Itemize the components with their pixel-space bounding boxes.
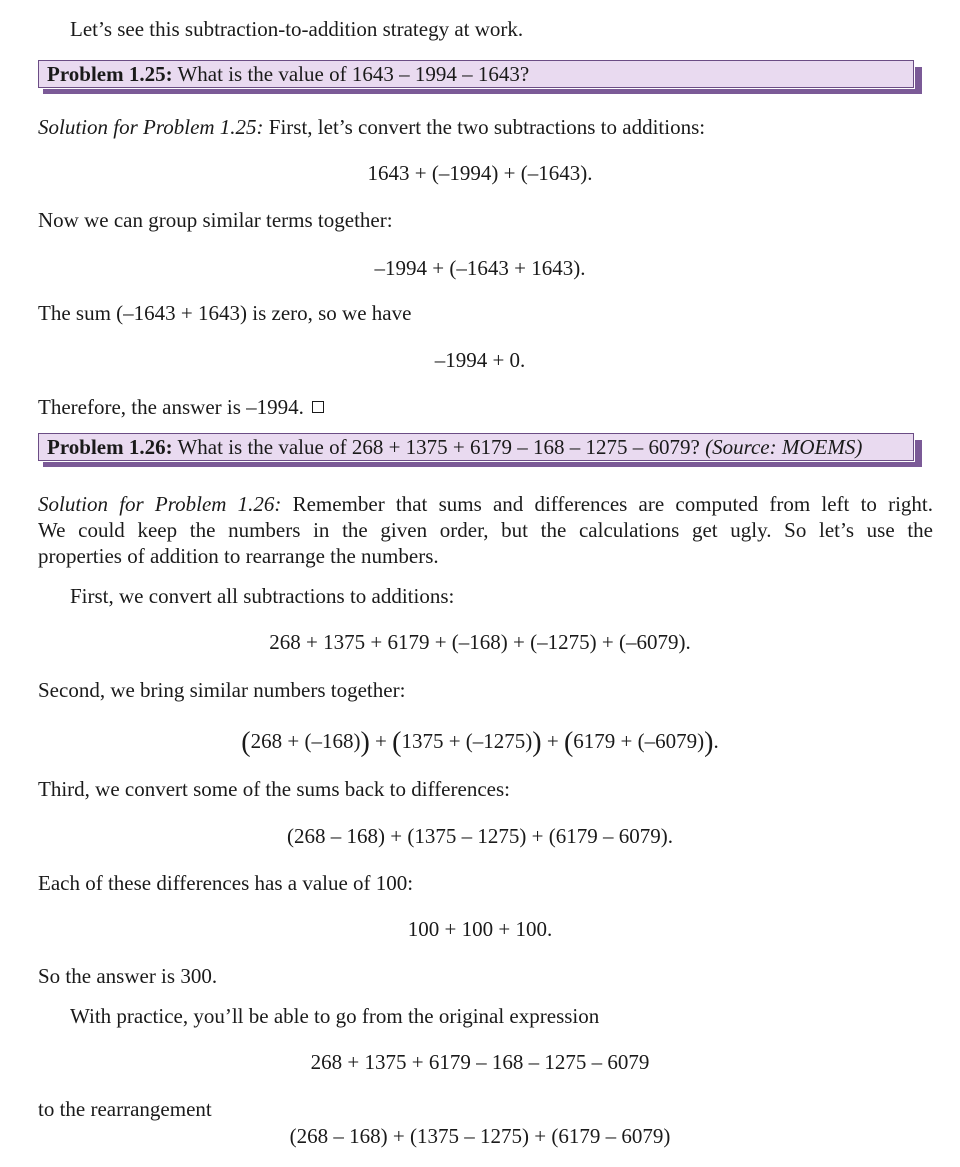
solution-conclusion [38, 394, 324, 420]
close-paren-glyph: ) [532, 727, 542, 758]
equation: 268 + 1375 + 6179 + (–168) + (–1275) + (–6079). [269, 630, 691, 654]
open-paren-glyph: ( [392, 727, 402, 758]
solution-1-25-intro [38, 114, 705, 140]
equation: 100 + 100 + 100. [407, 917, 553, 941]
step-fourth-text: Each of these differences has a value of 100: [38, 871, 414, 895]
practice-text: With practice, you’ll be able to go from the original expression [70, 1004, 600, 1028]
problem-question: What is the value of 1643 – 1994 – 1643? [177, 62, 530, 86]
problem-1-25-box [38, 60, 914, 88]
problem-box-shadow [43, 89, 922, 94]
solution-label: Solution for Problem 1.25: [38, 115, 264, 139]
equation: (268 – 168) + (1375 – 1275) + (6179 – 6079). [287, 824, 673, 848]
equation: 268 + 1375 + 6179 – 168 – 1275 – 6079 [310, 1050, 650, 1074]
equation-grouped: (268 + (–168)) + (1375 + (–1275)) + (6179 + (–6079)). [241, 727, 719, 758]
solution-1-26-line-3: properties of addition to rearrange the numbers. [38, 544, 439, 568]
open-paren-glyph: ( [563, 727, 574, 758]
problem-box-shadow [915, 440, 922, 467]
group-a: 268 + (–168) [250, 729, 361, 753]
equation: (268 – 168) + (1375 – 1275) + (6179 – 6079) [289, 1124, 671, 1148]
open-paren-glyph: ( [241, 727, 251, 758]
group-b: 1375 + (–1275) [401, 729, 533, 753]
problem-1-26-box [38, 433, 914, 461]
problem-label: Problem 1.25: [47, 62, 173, 86]
conclusion-text: Therefore, the answer is –1994. [38, 395, 304, 419]
equation: 1643 + (–1994) + (–1643). [367, 161, 593, 185]
transition-text: to the rearrangement [38, 1097, 212, 1121]
equation: –1994 + (–1643 + 1643). [374, 256, 586, 280]
solution-text: The sum (–1643 + 1643) is zero, so we have [38, 301, 412, 325]
close-paren-glyph: ) [360, 727, 370, 758]
solution-label: Solution for Problem 1.26: [38, 492, 282, 516]
close-paren-glyph: ) [704, 727, 714, 758]
solution-text: Remember that sums and differences are computed from left to right. [292, 492, 934, 516]
equation: –1994 + 0. [434, 348, 526, 372]
problem-label: Problem 1.26: [47, 435, 173, 459]
problem-source: (Source: MOEMS) [705, 435, 863, 459]
intro-text: Let’s see this subtraction-to-addition strategy at work. [70, 17, 524, 41]
solution-1-26-line-1 [38, 491, 933, 517]
problem-box-shadow [915, 67, 922, 94]
problem-question: What is the value of 268 + 1375 + 6179 – 168 – 1275 – 6079? [177, 435, 700, 459]
qed-square-icon [312, 401, 324, 413]
group-c: 6179 + (–6079) [573, 729, 705, 753]
step-second-text: Second, we bring similar numbers together: [38, 678, 406, 702]
step-third-text: Third, we convert some of the sums back to differences: [38, 777, 510, 801]
step-first-text: First, we convert all subtractions to additions: [70, 584, 455, 608]
solution-text: First, let’s convert the two subtractions to additions: [268, 115, 706, 139]
answer-text: So the answer is 300. [38, 964, 218, 988]
solution-text: Now we can group similar terms together: [38, 208, 393, 232]
solution-1-26-line-2: We could keep the numbers in the given order, but the calculations get ugly. So let’s use the [38, 518, 933, 542]
problem-box-shadow [43, 462, 922, 467]
